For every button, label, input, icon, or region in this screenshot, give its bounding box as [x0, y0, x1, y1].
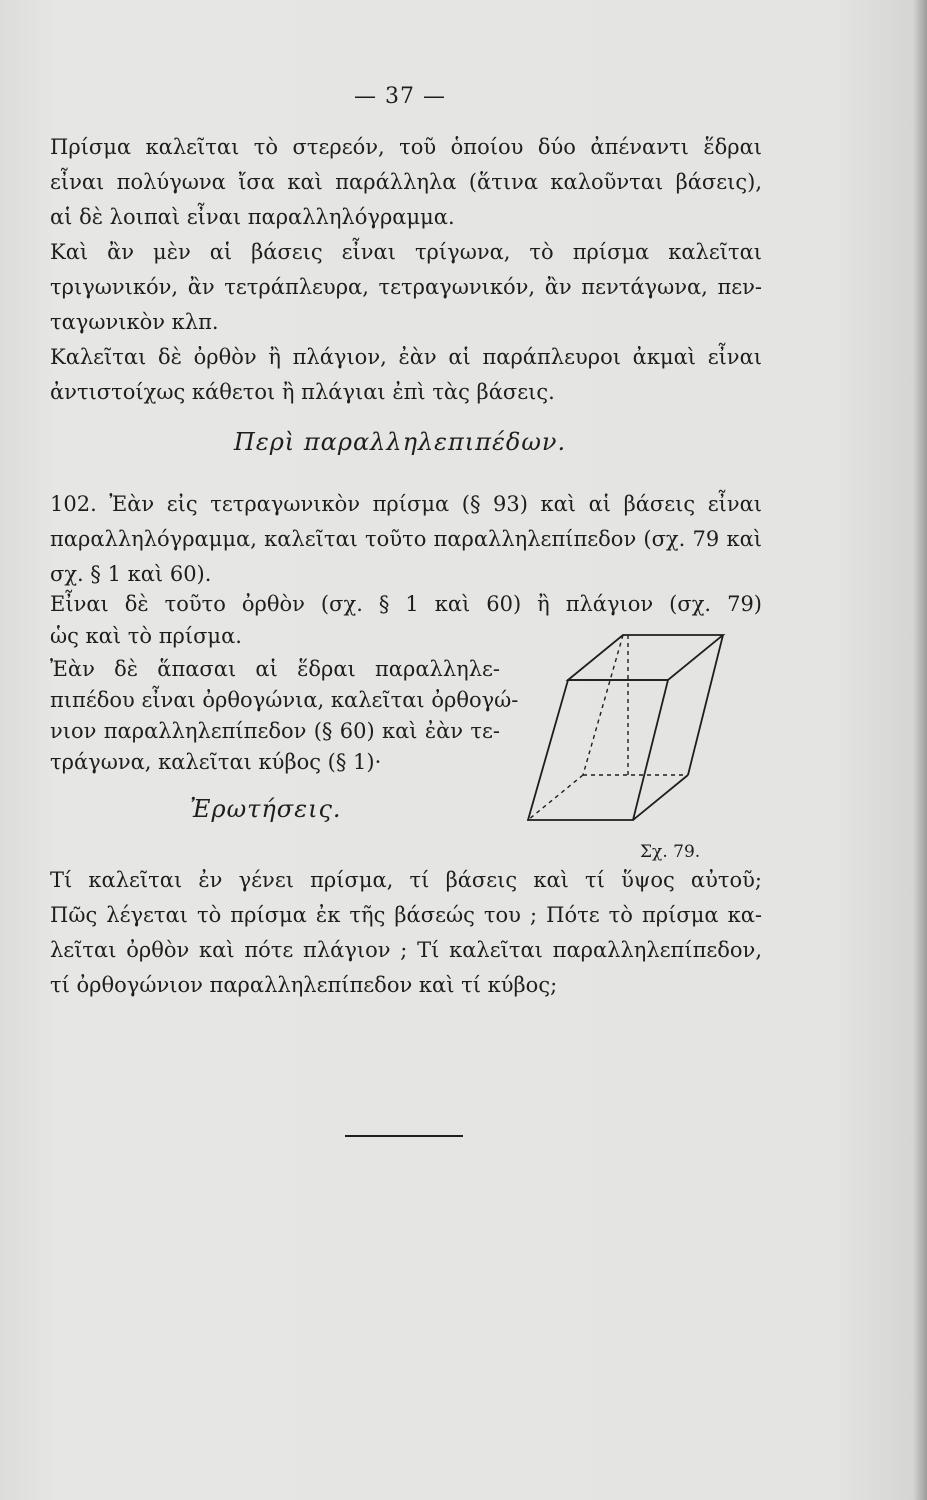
hidden-edge: [583, 635, 623, 775]
prism-types-line: ταγωνικὸν κλπ.: [50, 310, 219, 334]
hidden-edge: [528, 775, 583, 820]
question-line: λεῖται ὀρθὸν καὶ πότε πλάγιον ; Τί καλεῖται παραλληλεπίπεδον,: [50, 938, 762, 962]
top-face-edge: [568, 635, 723, 680]
cube-paragraph-line: νιον παραλληλεπίπεδον (§ 60) καὶ ἐὰν τε-: [50, 719, 500, 743]
questions-heading: Ἐρωτήσεις.: [190, 795, 342, 823]
prism-definition-line: εἶναι πολύγωνα ἴσα καὶ παράλληλα (ἅτινα καλοῦνται βάσεις),: [50, 170, 762, 194]
prism-types-line: Καὶ ἂν μὲν αἱ βάσεις εἶναι τρίγωνα, τὸ πρίσμα καλεῖται: [50, 240, 762, 264]
prism-types-line: τριγωνικόν, ἂν τετράπλευρα, τετραγωνικόν, ἂν πεντάγωνα, πεν-: [50, 275, 762, 299]
prism-definition-line: αἱ δὲ λοιπαὶ εἶναι παραλληλόγραμμα.: [50, 205, 455, 229]
page-edge: [913, 0, 927, 1500]
right-oblique-line: Καλεῖται δὲ ὀρθὸν ἢ πλάγιον, ἐὰν αἱ παράπλευροι ἀκμαὶ εἶναι: [50, 345, 762, 369]
paragraph-102-line: 102. Ἐὰν εἰς τετραγωνικὸν πρίσμα (§ 93) καὶ αἱ βάσεις εἶναι: [50, 492, 762, 516]
cube-paragraph-line: Ἐὰν δὲ ἅπασαι αἱ ἕδραι παραλληλε-: [50, 657, 500, 681]
question-line: Τί καλεῖται ἐν γένει πρίσμα, τί βάσεις καὶ τί ὕψος αὐτοῦ;: [50, 868, 762, 892]
right-face-edge: [688, 635, 723, 775]
cube-paragraph-line: τράγωνα, καλεῖται κύβος (§ 1)·: [50, 750, 382, 774]
figure-caption: Σχ. 79.: [640, 842, 701, 862]
right-face-edge: [633, 775, 688, 820]
right-oblique-line: ἀντιστοίχως κάθετοι ἢ πλάγιαι ἐπὶ τὰς βάσεις.: [50, 380, 555, 404]
right-parallelepiped-line: Εἶναι δὲ τοῦτο ὀρθὸν (σχ. § 1 καὶ 60) ἢ πλάγιον (σχ. 79): [50, 592, 762, 616]
prism-definition-line: Πρίσμα καλεῖται τὸ στερεόν, τοῦ ὁποίου δύο ἀπέναντι ἕδραι: [50, 135, 762, 159]
page-number: — 37 —: [354, 84, 446, 109]
front-face-edge: [528, 680, 668, 820]
parallelepiped-figure: [518, 625, 738, 845]
end-rule: [345, 1135, 463, 1137]
question-line: τί ὀρθογώνιον παραλληλεπίπεδον καὶ τί κύβος;: [50, 973, 558, 997]
cube-paragraph-line: πιπέδου εἶναι ὀρθογώνια, καλεῖται ὀρθογώ-: [50, 688, 519, 712]
paragraph-102-line: παραλληλόγραμμα, καλεῖται τοῦτο παραλληλεπίπεδον (σχ. 79 καὶ: [50, 527, 762, 551]
section-heading: Περὶ παραλληλεπιπέδων.: [233, 428, 567, 456]
right-parallelepiped-line: ὡς καὶ τὸ πρίσμα.: [50, 624, 242, 648]
paragraph-102-line: σχ. § 1 καὶ 60).: [50, 562, 212, 586]
question-line: Πῶς λέγεται τὸ πρίσμα ἐκ τῆς βάσεώς του ; Πότε τὸ πρίσμα κα-: [50, 903, 762, 927]
